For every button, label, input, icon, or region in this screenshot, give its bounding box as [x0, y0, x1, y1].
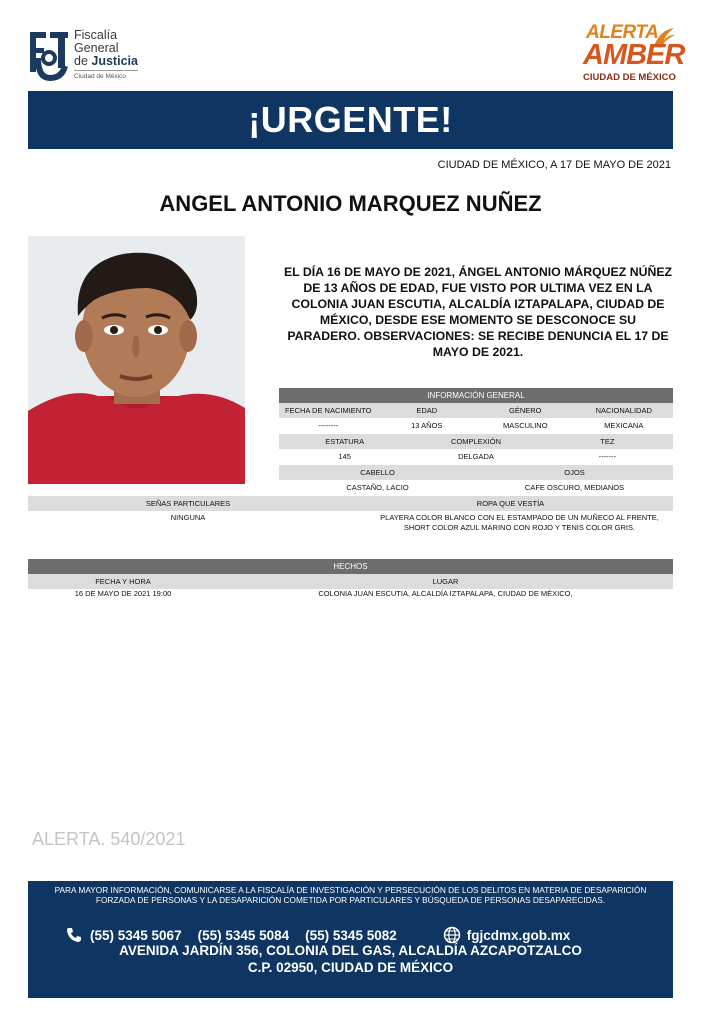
fgj-line-3-prefix: de [74, 54, 92, 68]
info-value-row-1 [279, 418, 673, 434]
fgj-line-3-bold: Justicia [91, 54, 138, 68]
globe-icon [443, 926, 461, 944]
website-group [443, 926, 571, 944]
value-clothing: PLAYERA COLOR BLANCO CON EL ESTAMPADO DE UN MUÑECO AL FRENTE, SHORT COLOR AZUL MARINO CON ROJO Y TENIS COLOR GRIS. [380, 513, 659, 532]
signs-header-row [28, 496, 673, 511]
info-value-row-2 [279, 449, 673, 465]
header-place: LUGAR [432, 577, 459, 586]
amber-logo-amber: AMBER [583, 39, 685, 71]
missing-person-name: ANGEL ANTONIO MARQUEZ NUÑEZ [159, 191, 542, 216]
address-line-2: C.P. 02950, CIUDAD DE MÉXICO [247, 960, 454, 975]
phone-number-2[interactable]: (55) 5345 5084 [197, 927, 290, 943]
info-header-row-2 [279, 434, 673, 449]
amber-logo-city: CIUDAD DE MÉXICO [583, 72, 676, 83]
particular-signs-table [28, 496, 673, 533]
fgj-logo [28, 26, 138, 86]
value-gender: MASCULINO [502, 421, 548, 430]
alert-number: ALERTA. 540/2021 [32, 829, 186, 849]
value-build: DELGADA [458, 452, 494, 461]
header-particular-signs: SEÑAS PARTICULARES [145, 499, 231, 508]
value-hair: CASTAÑO, LACIO [346, 483, 409, 492]
dateline: CIUDAD DE MÉXICO, A 17 DE MAYO DE 2021 [437, 159, 671, 171]
phone-number-1[interactable]: (55) 5345 5067 [90, 927, 182, 943]
header-age: EDAD [416, 406, 438, 415]
general-info-title: INFORMACIÓN GENERAL [279, 388, 673, 403]
header-build: COMPLEXIÓN [450, 437, 501, 446]
address-line-1: AVENIDA JARDÍN 356, COLONIA DEL GAS, ALCALDÍA AZCAPOTZALCO [119, 943, 582, 958]
value-date-time: 16 DE MAYO DE 2021 19:00 [74, 589, 172, 598]
fgj-wordmark [74, 29, 138, 81]
header-clothing: ROPA QUE VESTÍA [476, 499, 545, 508]
header-birthdate: FECHA DE NACIMIENTO [284, 406, 372, 415]
case-description: EL DÍA 16 DE MAYO DE 2021, ÁNGEL ANTONIO MÁRQUEZ NÚÑEZ DE 13 AÑOS DE EDAD, FUE VISTO POR ULTIMA VEZ EN LA COLONIA JUAN ESCUTIA, ALCALDÍA IZTAPALAPA, CIUDAD DE MÉXICO, DESDE ESE MOMENTO SE DESCONOCE SU PARADERO. OBSERVACIONES: SE RECIBE DENUNCIA EL 17 DE MAYO DE 2021. [283, 265, 673, 359]
value-particular-signs: NINGUNA [170, 513, 206, 522]
header-date-time: FECHA Y HORA [95, 577, 151, 586]
info-value-row-3 [279, 480, 673, 496]
info-header-row-1 [279, 403, 673, 418]
events-value-row [28, 589, 673, 601]
urgent-banner: ¡URGENTE! [28, 91, 673, 149]
missing-person-photo [28, 236, 245, 484]
info-header-row-3 [279, 465, 673, 480]
phone-number-3[interactable]: (55) 5345 5082 [305, 927, 397, 943]
events-table [28, 559, 673, 601]
website-link[interactable]: fgjcdmx.gob.mx [466, 927, 571, 943]
header-eyes: OJOS [564, 468, 585, 477]
value-nationality: MEXICANA [604, 421, 644, 430]
header-height: ESTATURA [325, 437, 365, 446]
alerta-amber-logo [580, 22, 685, 88]
value-age: 13 AÑOS [411, 421, 443, 430]
header-nationality: NACIONALIDAD [595, 406, 652, 415]
person-portrait-icon [28, 236, 245, 484]
value-place: COLONIA JUAN ESCUTIA, ALCALDÍA IZTAPALAPA, CIUDAD DE MÉXICO, [318, 589, 573, 598]
footer-info-text: PARA MAYOR INFORMACIÓN, COMUNICARSE A LA FISCALÍA DE INVESTIGACIÓN Y PERSECUCIÓN DE LOS DELITOS EN MATERIA DE DESAPARICIÓN FORZADA DE PERSONAS Y LA DESAPARICIÓN COMETIDA POR PARTICULARES Y BÚSQUEDA DE PERSONAS DESAPARECIDAS. [54, 885, 647, 905]
fgj-line-1: Fiscalía [74, 28, 118, 42]
header-complexion: TEZ [600, 437, 615, 446]
header-hair: CABELLO [360, 468, 395, 477]
fgj-line-2: General [74, 41, 119, 55]
signs-value-row [28, 511, 673, 533]
contact-footer [28, 881, 673, 998]
fgj-emblem-icon [28, 28, 70, 84]
amber-logo-alerta: ALERTA [586, 22, 659, 43]
footer-contacts [66, 926, 646, 944]
value-birthdate: -------- [318, 421, 339, 430]
phone-icon [66, 927, 82, 943]
value-complexion: ------- [598, 452, 617, 461]
header-gender: GÉNERO [508, 406, 542, 415]
value-eyes: CAFE OSCURO, MEDIANOS [524, 483, 625, 492]
events-header-row [28, 574, 673, 589]
fgj-city: Ciudad de México [74, 70, 138, 81]
events-title: HECHOS [28, 559, 673, 574]
value-height: 145 [338, 452, 351, 461]
general-info-table [279, 388, 673, 496]
